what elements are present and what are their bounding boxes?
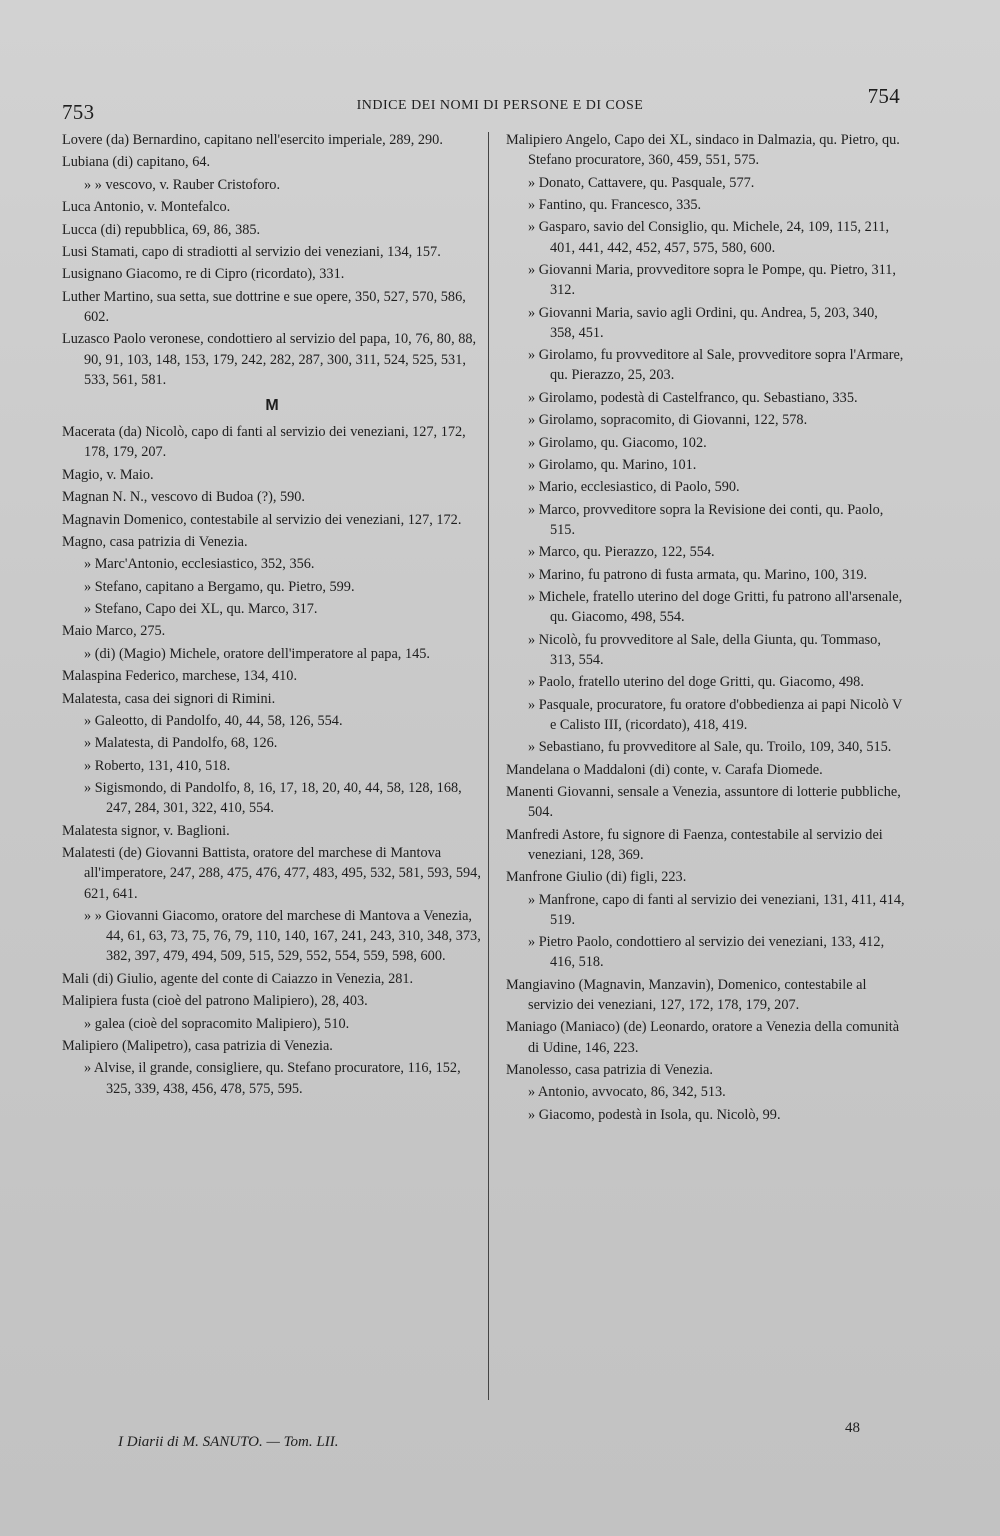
index-entry: Maio Marco, 275. xyxy=(62,623,166,640)
index-entry: » Stefano, capitano a Bergamo, qu. Pietro, 599. xyxy=(84,578,355,595)
right-column xyxy=(506,130,906,1127)
index-entry: Lucca (di) repubblica, 69, 86, 385. xyxy=(62,221,261,238)
index-entry: Maniago (Maniaco) (de) Leonardo, oratore a Venezia della comunità di Udine, 146, 223. xyxy=(506,1019,900,1056)
index-entry: » Nicolò, fu provveditore al Sale, della Giunta, qu. Tommaso, 313, 554. xyxy=(528,631,881,668)
index-entry: Lusi Stamati, capo di stradiotti al servizio dei veneziani, 134, 157. xyxy=(62,243,441,260)
index-entry: » Giovanni Maria, savio agli Ordini, qu. Andrea, 5, 203, 340, 358, 451. xyxy=(528,304,878,341)
index-entry: » Giovanni Maria, provveditore sopra le Pompe, qu. Pietro, 311, 312. xyxy=(528,261,896,299)
index-entry: » Pasquale, procuratore, fu oratore d'obbedienza ai papi Nicolò V e Calisto III, (ricordato), 418, 419. xyxy=(528,696,903,733)
index-entry: » Marc'Antonio, ecclesiastico, 352, 356. xyxy=(84,556,315,573)
index-entry: » Malatesta, di Pandolfo, 68, 126. xyxy=(84,735,278,752)
index-entry: » Alvise, il grande, consigliere, qu. Stefano procuratore, 116, 152, 325, 339, 438, 456, 478, 575, 595. xyxy=(84,1060,461,1097)
index-entry: Luca Antonio, v. Montefalco. xyxy=(62,199,231,216)
index-entry: » galea (cioè del sopracomito Malipiero), 510. xyxy=(84,1015,350,1032)
index-entry: Mali (di) Giulio, agente del conte di Caiazzo in Venezia, 281. xyxy=(62,970,414,987)
index-entry: » Roberto, 131, 410, 518. xyxy=(84,757,231,774)
index-entry: Malipiero (Malipetro), casa patrizia di Venezia. xyxy=(62,1037,333,1054)
index-entry: » Pietro Paolo, condottiero al servizio dei veneziani, 133, 412, 416, 518. xyxy=(528,934,885,971)
index-entry: Malaspina Federico, marchese, 134, 410. xyxy=(62,668,298,685)
signature-number: 48 xyxy=(845,1420,860,1436)
left-column xyxy=(62,130,482,1101)
index-entry: Manfrone Giulio (di) figli, 223. xyxy=(506,869,687,886)
index-entry: » Girolamo, fu provveditore al Sale, provveditore sopra l'Armare, qu. Pierazzo, 25, 203. xyxy=(528,347,904,384)
index-entry: Malatesti (de) Giovanni Battista, oratore del marchese di Mantova all'imperatore, 247, 288, 475, 476, 477, 483, 495, 532, 581, 593, 594, 621, 641. xyxy=(62,845,481,902)
index-entry: » Donato, Cattavere, qu. Pasquale, 577. xyxy=(528,174,755,191)
index-entry: Manolesso, casa patrizia di Venezia. xyxy=(506,1061,713,1078)
index-entry: Malatesta, casa dei signori di Rimini. xyxy=(62,690,276,707)
index-entry: Malipiera fusta (cioè del patrono Malipiero), 28, 403. xyxy=(62,993,368,1010)
index-entry: » » vescovo, v. Rauber Cristoforo. xyxy=(84,176,281,193)
index-entry: Magio, v. Maio. xyxy=(62,466,154,483)
index-entry: » Girolamo, qu. Giacomo, 102. xyxy=(528,434,707,451)
index-entry: Macerata (da) Nicolò, capo di fanti al servizio dei veneziani, 127, 172, 178, 179, 207. xyxy=(62,424,466,461)
index-entry: » Girolamo, podestà di Castelfranco, qu. Sebastiano, 335. xyxy=(528,389,858,406)
running-header: INDICE DEI NOMI DI PERSONE E DI COSE xyxy=(356,98,644,113)
index-entry: » Galeotto, di Pandolfo, 40, 44, 58, 126, 554. xyxy=(84,713,343,730)
index-entry: Malatesta signor, v. Baglioni. xyxy=(62,822,230,839)
index-entry: Lovere (da) Bernardino, capitano nell'esercito imperiale, 289, 290. xyxy=(62,132,443,148)
index-entry: » Fantino, qu. Francesco, 335. xyxy=(528,196,702,213)
index-entry: » Mario, ecclesiastico, di Paolo, 590. xyxy=(528,479,740,496)
index-entry: » Marco, provveditore sopra la Revisione dei conti, qu. Paolo, 515. xyxy=(528,501,884,538)
index-entry: Manenti Giovanni, sensale a Venezia, assuntore di lotterie pubbliche, 504. xyxy=(506,784,901,821)
index-entry: Manfredi Astore, fu signore di Faenza, contestabile al servizio dei veneziani, 128, 369. xyxy=(506,826,883,863)
index-entry: » Marco, qu. Pierazzo, 122, 554. xyxy=(528,544,715,561)
index-entry: Magnavin Domenico, contestabile al servizio dei veneziani, 127, 172. xyxy=(62,511,462,528)
index-entry: Luzasco Paolo veronese, condottiero al servizio del papa, 10, 76, 80, 88, 90, 91, 103, 148, 153, 179, 242, 282, 287, 300, 311, 524, 525, 531, 533, 561, 581. xyxy=(62,331,477,388)
index-entry: » Girolamo, sopracomito, di Giovanni, 122, 578. xyxy=(528,412,808,429)
index-entry: » Sigismondo, di Pandolfo, 8, 16, 17, 18, 20, 40, 44, 58, 128, 168, 247, 284, 301, 322, 410, 554. xyxy=(84,780,462,817)
section-letter: M xyxy=(265,396,279,414)
index-entry: » Girolamo, qu. Marino, 101. xyxy=(528,456,697,473)
index-entry: » Giacomo, podestà in Isola, qu. Nicolò, 99. xyxy=(528,1106,781,1123)
index-entry: Magno, casa patrizia di Venezia. xyxy=(62,533,248,550)
index-entry: Luther Martino, sua setta, sue dottrine e sue opere, 350, 527, 570, 586, 602. xyxy=(62,288,466,325)
index-entry: Mandelana o Maddaloni (di) conte, v. Carafa Diomede. xyxy=(506,761,823,778)
index-entry: Mangiavino (Magnavin, Manzavin), Domenico, contestabile al servizio dei veneziani, 127, 172, 178, 179, 207. xyxy=(506,976,867,1013)
index-entry: » Marino, fu patrono di fusta armata, qu. Marino, 100, 319. xyxy=(528,566,868,583)
index-entry: » (di) (Magio) Michele, oratore dell'imperatore al papa, 145. xyxy=(84,645,430,662)
index-entry: Magnan N. N., vescovo di Budoa (?), 590. xyxy=(62,489,305,506)
index-entry: » Manfrone, capo di fanti al servizio dei veneziani, 131, 411, 414, 519. xyxy=(528,891,905,928)
page-number-left: 753 xyxy=(62,100,95,124)
index-entry: Malipiero Angelo, Capo dei XL, sindaco in Dalmazia, qu. Pietro, qu. Stefano procuratore, 360, 459, 551, 575. xyxy=(506,132,900,169)
index-entry: Lusignano Giacomo, re di Cipro (ricordato), 331. xyxy=(62,266,345,283)
index-entry: Lubiana (di) capitano, 64. xyxy=(62,154,211,171)
index-entry: » Stefano, Capo dei XL, qu. Marco, 317. xyxy=(84,601,318,618)
index-entry: » Antonio, avvocato, 86, 342, 513. xyxy=(528,1084,726,1101)
index-entry: » Michele, fratello uterino del doge Gritti, fu patrono all'arsenale, qu. Giacomo, 498, 554. xyxy=(528,589,903,626)
index-entry: » Gasparo, savio del Consiglio, qu. Michele, 24, 109, 115, 211, 401, 441, 442, 452, 457, 575, 580, 600. xyxy=(528,219,890,256)
index-entry: » Paolo, fratello uterino del doge Gritti, qu. Giacomo, 498. xyxy=(528,674,864,691)
column-divider xyxy=(488,132,489,1400)
index-entry: » » Giovanni Giacomo, oratore del marchese di Mantova a Venezia, 44, 61, 63, 73, 75, 76, 79, 110, 140, 167, 241, 243, 310, 348, 373, 382, 397, 479, 494, 509, 515, 529, 552, 554, 559, 598, 600. xyxy=(84,907,481,965)
footer-title: I Diarii di M. SANUTO. — Tom. LII. xyxy=(118,1434,339,1450)
index-entry: » Sebastiano, fu provveditore al Sale, qu. Troilo, 109, 340, 515. xyxy=(528,739,892,756)
page-number-right: 754 xyxy=(867,84,900,108)
